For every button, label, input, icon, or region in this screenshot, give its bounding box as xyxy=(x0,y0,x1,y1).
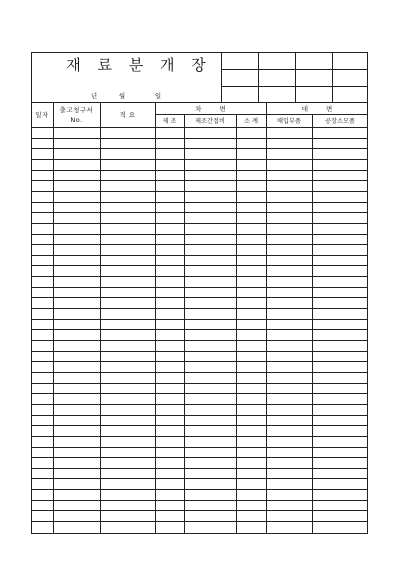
table-row-line xyxy=(31,468,368,469)
table-row-line xyxy=(31,202,368,203)
column-line xyxy=(184,114,185,534)
subheader-subtotal: 소 계 xyxy=(244,118,258,125)
table-row-line xyxy=(31,425,368,426)
table-row-line xyxy=(31,510,368,511)
column-line xyxy=(236,114,237,534)
header-debit: 차 변 xyxy=(195,104,234,113)
table-row-line xyxy=(31,191,368,192)
column-line xyxy=(312,114,313,534)
table-row-line xyxy=(31,297,368,298)
table-row-line xyxy=(31,436,368,437)
table-row-line xyxy=(31,404,368,405)
table-row-line xyxy=(31,383,368,384)
table-row-line xyxy=(31,329,368,330)
table-row-line xyxy=(31,276,368,277)
approval-box-line xyxy=(221,69,368,70)
table-row-line xyxy=(31,447,368,448)
table-row-line xyxy=(31,393,368,394)
table-row-line xyxy=(31,500,368,501)
table-row-line xyxy=(31,148,368,149)
table-row-line xyxy=(31,319,368,320)
table-row-line xyxy=(31,138,368,139)
table-row-line xyxy=(31,265,368,266)
table-row-line xyxy=(31,244,368,245)
sheet-title: 재 료 분 개 장 xyxy=(66,55,212,74)
table-row-line xyxy=(31,170,368,171)
table-row-line xyxy=(31,489,368,490)
table-row-line xyxy=(31,457,368,458)
table-row-line xyxy=(31,287,368,288)
header-description: 적 요 xyxy=(119,111,136,119)
table-row-line xyxy=(31,159,368,160)
table-row-line xyxy=(31,351,368,352)
subheader-overhead: 제조간접비 xyxy=(195,118,225,125)
table-row-line xyxy=(31,415,368,416)
header-requisition-no: No. xyxy=(70,116,83,124)
table-row-line xyxy=(31,255,368,256)
header-credit: 대 변 xyxy=(301,104,341,113)
table-row-line xyxy=(31,180,368,181)
approval-box-line xyxy=(258,52,259,102)
table-row-line xyxy=(31,308,368,309)
date-day-label: 일 xyxy=(154,91,162,100)
date-month-label: 월 xyxy=(118,91,126,100)
subheader-manufacturing: 제 조 xyxy=(162,118,177,125)
table-row-line xyxy=(31,223,368,224)
approval-box-line xyxy=(332,52,333,102)
table-row-line xyxy=(31,361,368,362)
subheader-purchase-parts: 매입부품 xyxy=(277,118,301,125)
header-date: 일자 xyxy=(35,111,49,119)
approval-box-line xyxy=(295,52,296,102)
header-bottom-line xyxy=(31,127,368,128)
table-row-line xyxy=(31,372,368,373)
date-year-label: 년 xyxy=(90,91,98,100)
table-row-line xyxy=(31,340,368,341)
header-requisition: 출고청구서 xyxy=(59,105,94,114)
table-row-line xyxy=(31,212,368,213)
subheader-factory-supplies: 공장소모품 xyxy=(325,118,355,125)
table-row-line xyxy=(31,521,368,522)
approval-box-line xyxy=(221,86,368,87)
table-row-line xyxy=(31,478,368,479)
approval-box-line xyxy=(221,52,222,102)
table-row-line xyxy=(31,234,368,235)
